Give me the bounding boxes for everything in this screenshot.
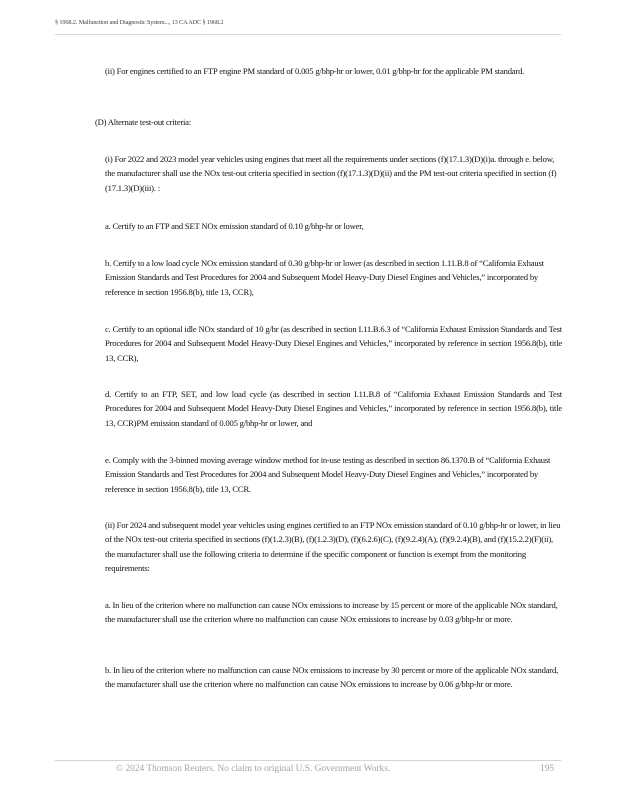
paragraph-b-low-load-cycle: b. Certify to a low load cycle NOx emission standard of 0.30 g/bhp-hr or lower (as described in section 1.11.B.8 of “California Exhaust Emission Standards and Test Procedures for 2004 and Subsequent Model Heavy-Duty Diesel Engines and Vehicles,” incorporated by reference in section 1956.8(b), title 13, CCR), — [105, 258, 544, 297]
paragraph-a-15-percent: a. In lieu of the criterion where no malfunction can cause NOx emissions to increase by 15 percent or more of the applicable NOx standard, the manufacturer shall use the criterion where no malfunction can cause NOx emissions to increase by 0.03 g/bhp-hr or more. — [105, 600, 558, 625]
paragraph-ii-pm-standard: (ii) For engines certified to an FTP engine PM standard of 0.005 g/bhp-hr or lower, 0.01 g/bhp-hr for the applicable PM standard. — [105, 66, 525, 76]
paragraph-c-idle-nox: c. Certify to an optional idle NOx standard of 10 g/hr (as described in section I.11.B.6.3 of “California Exhaust Emission Standards and Test Procedures for 2004 and Subsequent Model Heavy-Duty Diesel Engines and Vehicles,” incorporated by reference in section 1956.8(b), title 13, CCR), — [105, 324, 562, 363]
paragraph-i-2022-2023: (i) For 2022 and 2023 model year vehicles using engines that meet all the requirements under sections (f)(17.1.3)(D)(i)a. through e. below, the manufacturer shall use the NOx test-out criteria specified in section (f)(17.1.3)(D)(ii) and the PM test-out criteria specified in section (f)(17.1.3)(D)(iii). : — [105, 154, 557, 193]
footer-copyright: © 2024 Thomson Reuters. No claim to original U.S. Government Works. — [116, 764, 391, 774]
paragraph-d-pm-standard: d. Certify to an FTP, SET, and low load cycle (as described in section I.11.B.8 of “California Exhaust Emission Standards and Test Procedures for 2004 and Subsequent Model Heavy-Duty Diesel Engines and Vehicles,” incorporated by reference in section 1956.8(b), title 13, CCR)PM emission standard of 0.005 g/bhp-hr or lower, and — [105, 389, 562, 428]
section-heading-alternate-test-out: (D) Alternate test-out criteria: — [95, 117, 191, 127]
page-number: 195 — [540, 764, 555, 774]
paragraph-ii-2024-subsequent: (ii) For 2024 and subsequent model year vehicles using engines certified to an FTP NOx emission standard of 0.10 g/bhp-hr or lower, in lieu of the NOx test-out criteria specified in sections (f)(1.2.3)(B), (f)(1.2.3)(D), (f)(6.2.6)(C), (f)(9.2.4)(A), (f)(9.2.4)(B), and (f)(15.2.2)(F)(ii), the manufacturer shall use the following criteria to determine if the specific component or function is exempt from the monitoring requirements: — [105, 520, 561, 574]
paragraph-a-ftp-set: a. Certify to an FTP and SET NOx emission standard of 0.10 g/bhp-hr or lower, — [105, 221, 364, 231]
header-divider — [55, 34, 561, 35]
paragraph-b-30-percent: b. In lieu of the criterion where no malfunction can cause NOx emissions to increase by 30 percent or more of the applicable NOx standard, the manufacturer shall use the criterion where no malfunction can cause NOx emissions to increase by 0.06 g/bhp-hr or more. — [105, 665, 559, 690]
running-header-citation: § 1968.2. Malfunction and Diagnostic System..., 13 CA ADC § 1968.2 — [55, 19, 224, 26]
footer-divider — [55, 760, 561, 761]
paragraph-e-binned-window: e. Comply with the 3-binned moving average window method for in-use testing as described in section 86.1370.B of “California Exhaust Emission Standards and Test Procedures for 2004 and Subsequent Model Heavy-Duty Diesel Engines and Vehicles,” incorporated by reference in section 1956.8(b), title 13, CCR. — [105, 455, 551, 494]
